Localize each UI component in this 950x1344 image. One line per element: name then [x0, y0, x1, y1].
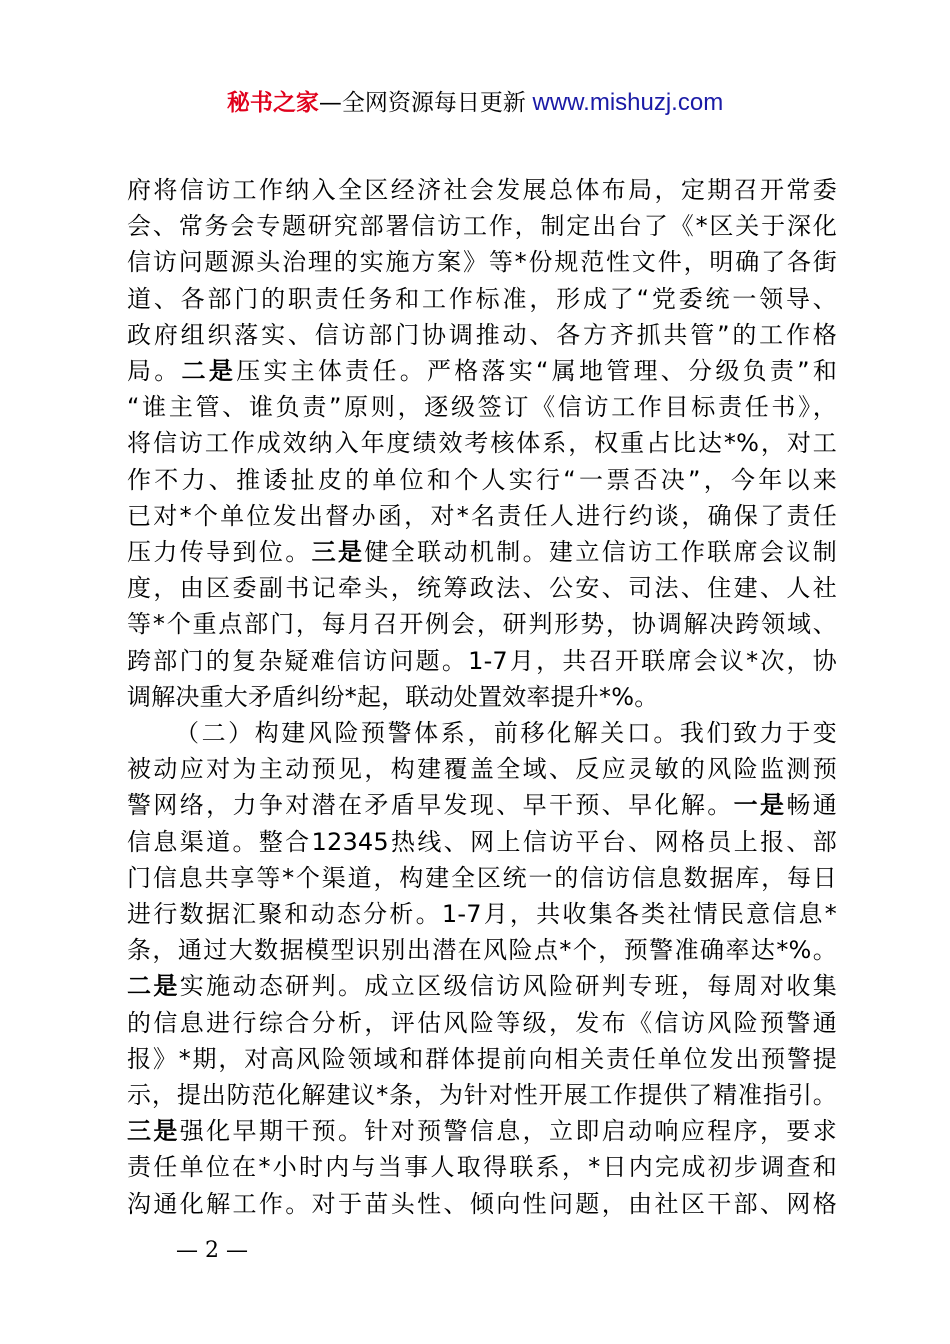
lead-phrase: 一是	[733, 791, 787, 820]
body-line: 条，通过大数据模型识别出潜在风险点*个，预警准确率达*%。	[127, 936, 837, 965]
body-text-run: 警网络，力争对潜在矛盾早发现、早干预、早化解。	[127, 791, 734, 820]
body-line: 政府组织落实、信访部门协调推动、各方齐抓共管”的工作格	[127, 320, 837, 349]
body-line: 将信访工作成效纳入年度绩效考核体系，权重占比达*%，对工	[127, 429, 837, 458]
body-line	[127, 534, 837, 570]
body-line: 调解决重大矛盾纠纷*起，联动处置效率提升*%。	[127, 682, 659, 711]
body-line: 府将信访工作纳入全区经济社会发展总体布局，定期召开常委	[127, 176, 837, 204]
body-line	[127, 353, 837, 389]
body-text-run: 实施动态研判。成立区级信访风险研判专班，每周对收集	[179, 972, 837, 1001]
body-line: 作不力、推诿扯皮的单位和个人实行“一票否决”，今年以来	[127, 465, 837, 494]
brand-name: 秘书之家	[226, 90, 319, 116]
body-line: 度，由区委副书记牵头，统筹政法、公安、司法、住建、人社	[127, 574, 837, 603]
body-line: 示，提出防范化解建议*条，为针对性开展工作提供了精准指引。	[127, 1081, 837, 1110]
body-text-run: 畅通	[786, 791, 837, 820]
body-line: 被动应对为主动预见，构建覆盖全域、反应灵敏的风险监测预	[127, 755, 837, 784]
page-number: — 2 —	[176, 1238, 248, 1263]
body-line	[127, 1113, 837, 1149]
body-line: 等*个重点部门，每月召开例会，研判形势，协调解决跨领域、	[127, 610, 837, 639]
body-line: “谁主管、谁负责”原则，逐级签订《信访工作目标责任书》，	[127, 393, 837, 422]
body-line: 会、常务会专题研究部署信访工作，制定出台了《*区关于深化	[127, 212, 837, 241]
body-line: 责任单位在*小时内与当事人取得联系，*日内完成初步调查和	[127, 1153, 837, 1182]
section-heading-line: （二）构建风险预警体系，前移化解关口。我们致力于变	[175, 719, 837, 748]
lead-phrase: 三是	[127, 1117, 180, 1146]
banner-url[interactable]: www.mishuzj.com	[525, 89, 724, 116]
body-line: 进行数据汇聚和动态分析。1-7月，共收集各类社情民意信息*	[127, 900, 837, 929]
lead-phrase: 二是	[181, 357, 237, 386]
lead-phrase: 二是	[127, 972, 180, 1001]
banner-slogan: —全网资源每日更新	[318, 90, 526, 116]
body-line: 沟通化解工作。对于苗头性、倾向性问题，由社区干部、网格	[127, 1189, 837, 1218]
body-text-run: 局。	[127, 357, 182, 386]
body-text-run: 压力传导到位。	[127, 538, 312, 567]
body-line: 信访问题源头治理的实施方案》等*份规范性文件，明确了各街	[127, 248, 837, 277]
body-line: 门信息共享等*个渠道，构建全区统一的信访信息数据库，每日	[127, 863, 837, 892]
body-line: 跨部门的复杂疑难信访问题。1-7月，共召开联席会议*次，协	[127, 646, 837, 675]
site-banner	[0, 86, 950, 120]
lead-phrase: 三是	[311, 538, 365, 567]
document-body	[127, 172, 837, 1222]
body-text-run: 压实主体责任。严格落实“属地管理、分级负责”和	[236, 357, 837, 386]
body-line: 已对*个单位发出督办函，对*名责任人进行约谈，确保了责任	[127, 501, 837, 530]
body-line: 信息渠道。整合12345热线、网上信访平台、网格员上报、部	[127, 827, 837, 856]
body-text-run: 强化早期干预。针对预警信息，立即启动响应程序，要求	[179, 1117, 837, 1146]
body-line: 道、各部门的职责任务和工作标准，形成了“党委统一领导、	[127, 284, 837, 313]
body-line	[127, 968, 837, 1004]
body-line	[127, 787, 837, 823]
body-line: 的信息进行综合分析，评估风险等级，发布《信访风险预警通	[127, 1008, 837, 1037]
body-text-run: 健全联动机制。建立信访工作联席会议制	[364, 538, 837, 567]
body-line: 报》*期，对高风险领域和群体提前向相关责任单位发出预警提	[127, 1044, 837, 1073]
